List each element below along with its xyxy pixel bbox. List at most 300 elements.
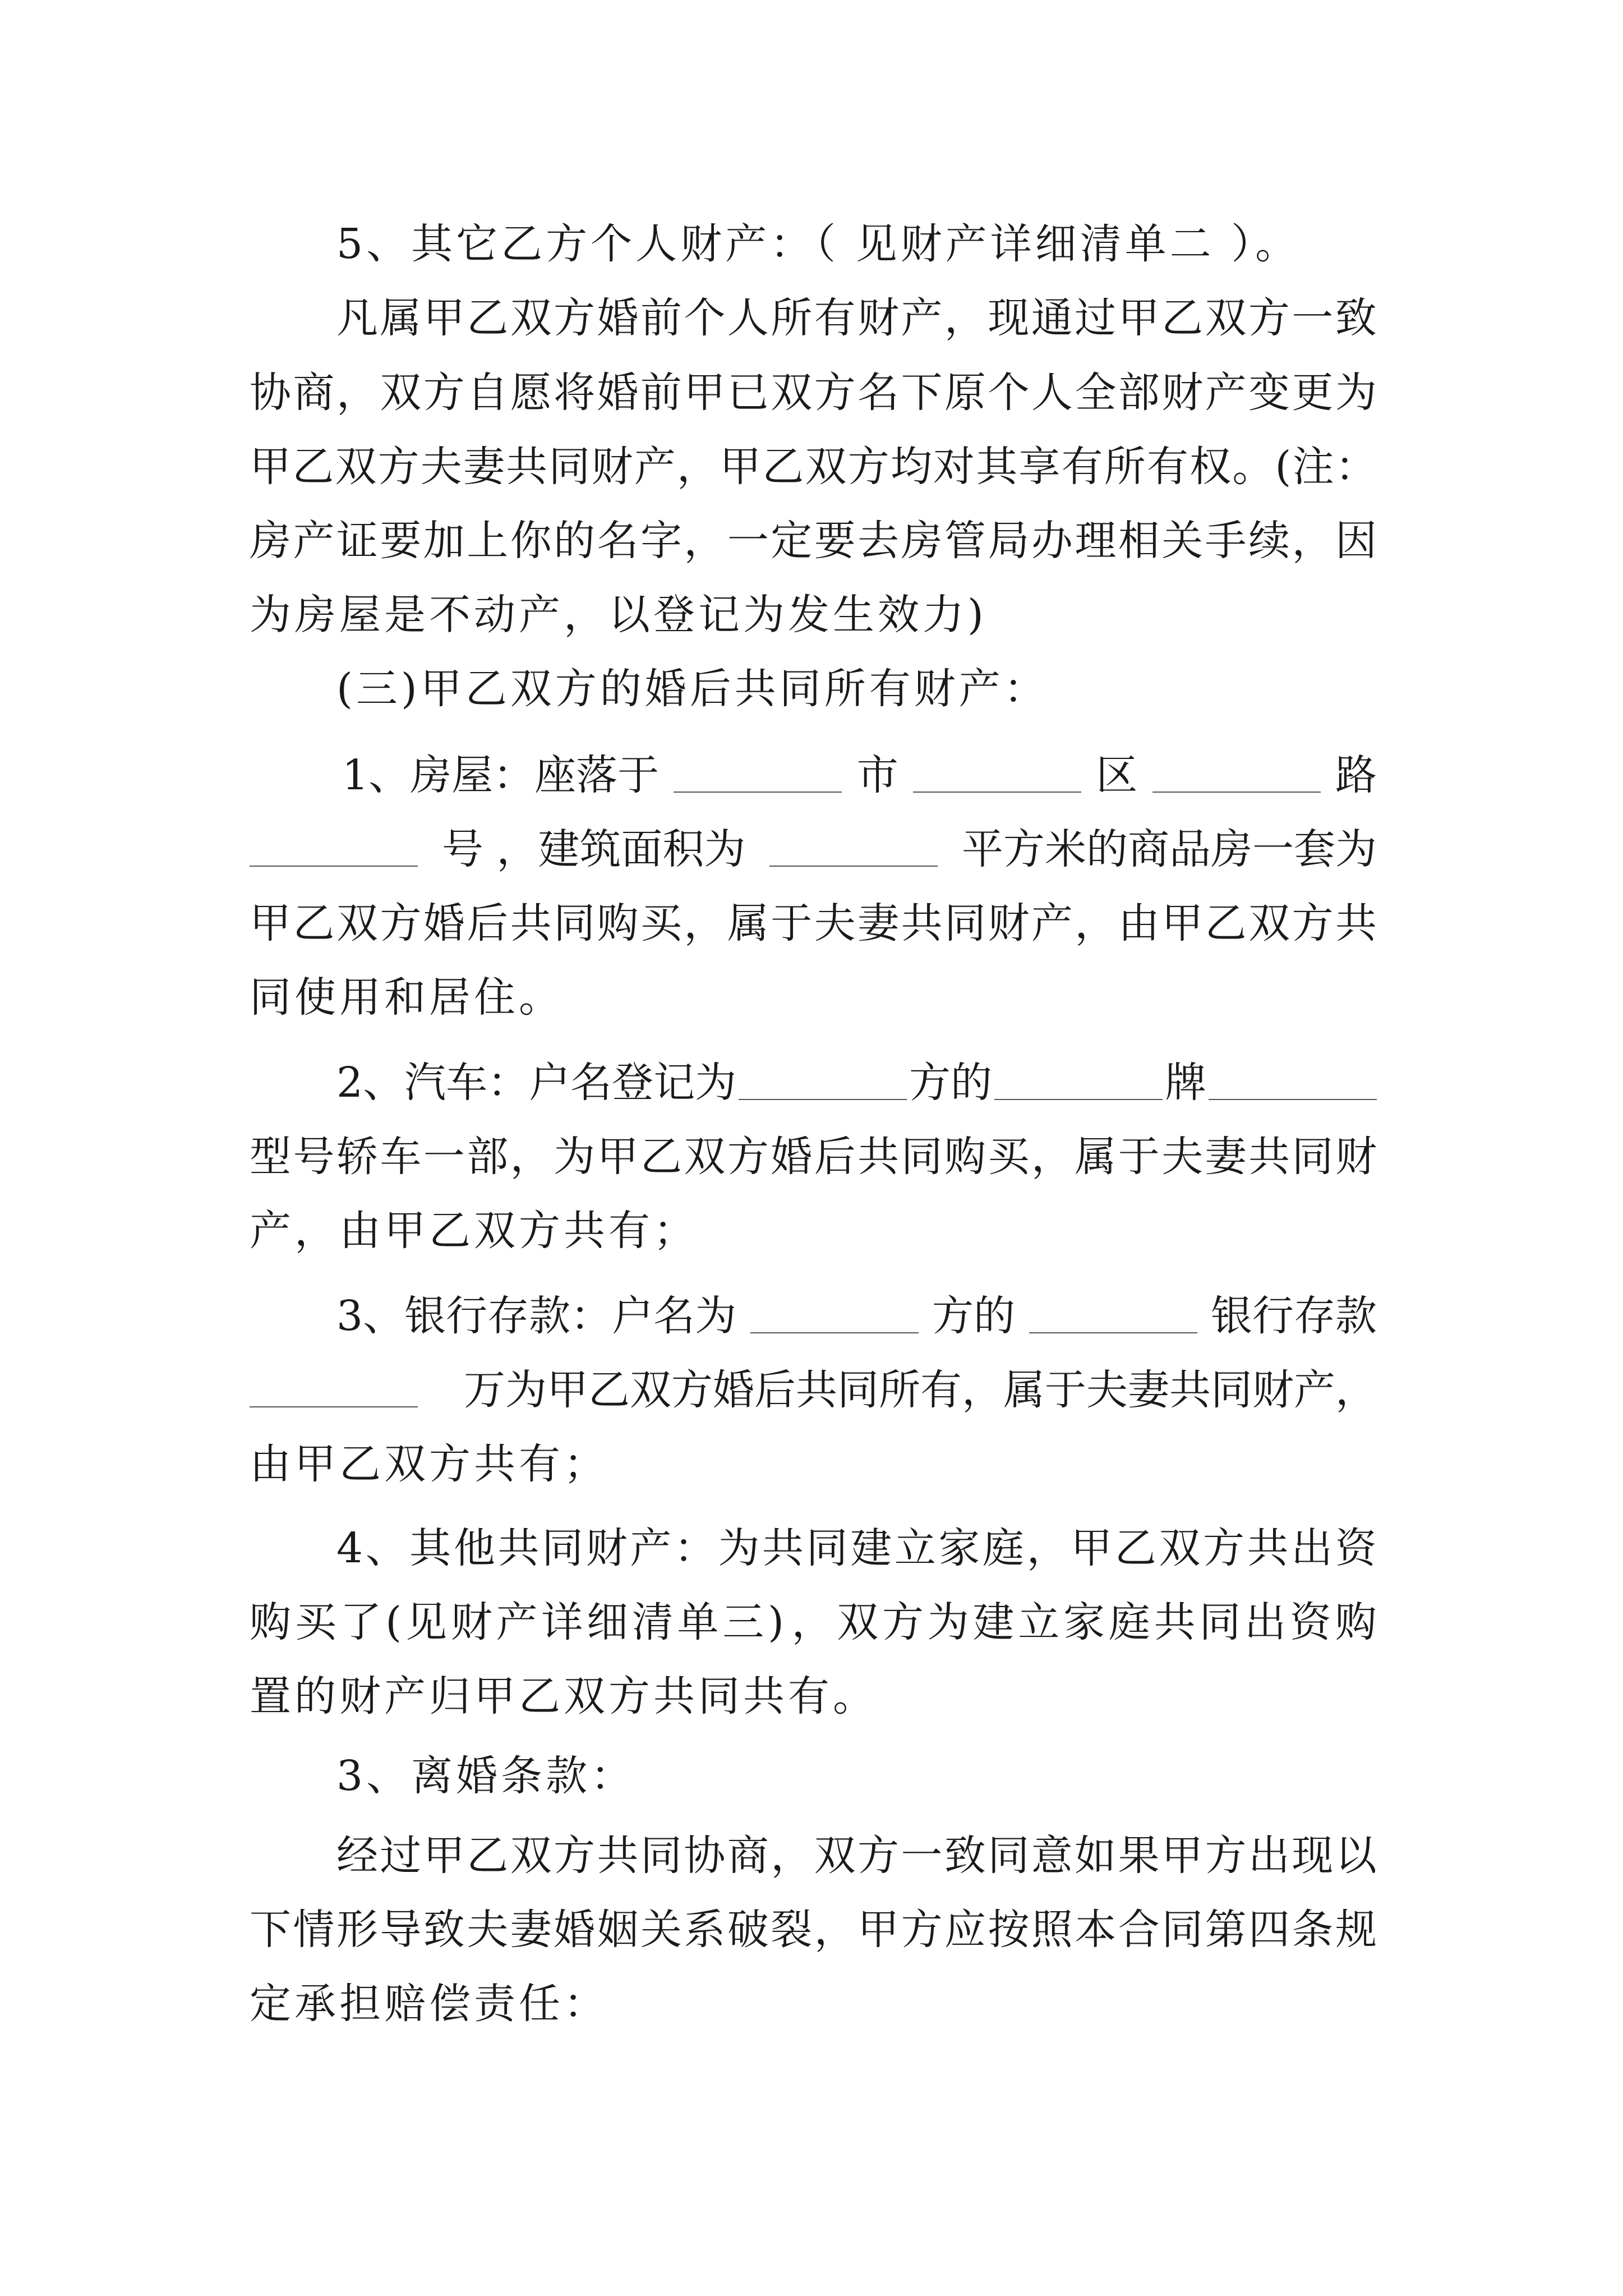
glyph: ， — [510, 1133, 552, 1181]
glyph: 出 — [1248, 1832, 1290, 1880]
glyph: 致 — [1335, 294, 1377, 342]
glyph: 双 — [684, 1133, 726, 1181]
glyph: 一 — [901, 1832, 943, 1880]
glyph: 方 — [1248, 294, 1290, 342]
text: 为房屋是不动产，以登记为发生效力) — [250, 591, 987, 639]
text: 万为甲乙双方婚后共同所有，属于夫妻共同财产， — [464, 1366, 1377, 1414]
glyph: 甲 — [250, 899, 291, 947]
glyph: 建 — [850, 1524, 892, 1572]
glyph: 为 — [1335, 369, 1377, 417]
text: 区 — [1096, 751, 1138, 799]
glyph: ： — [674, 1524, 716, 1572]
paragraph-line — [250, 501, 1377, 580]
paragraph-line — [250, 1351, 1377, 1429]
glyph: 第 — [1205, 1906, 1247, 1954]
glyph: 妻 — [1205, 1133, 1247, 1181]
glyph: 双 — [805, 443, 847, 491]
glyph: 致 — [423, 1906, 465, 1954]
glyph: 同 — [542, 1524, 584, 1572]
glyph: 部 — [467, 1133, 509, 1181]
blank-field[interactable] — [1209, 1057, 1377, 1100]
glyph: 甲 — [423, 1832, 465, 1880]
glyph: 财 — [1335, 1133, 1377, 1181]
glyph: 双 — [380, 369, 422, 417]
paragraph-line — [250, 1425, 1377, 1503]
paragraph-line — [250, 427, 1377, 506]
paragraph-line — [250, 576, 1377, 654]
text: 牌 — [1164, 1059, 1206, 1107]
glyph: 甲 — [597, 1133, 639, 1181]
glyph: 去 — [857, 517, 900, 565]
text: 同使用和居住。 — [250, 973, 564, 1022]
glyph: 同 — [988, 1832, 1030, 1880]
text: 市 — [856, 751, 898, 799]
glyph: 庭 — [983, 1524, 1024, 1572]
glyph: 双 — [335, 443, 377, 491]
glyph: 双 — [510, 294, 552, 342]
glyph: 同 — [1161, 1906, 1204, 1954]
glyph: ， — [684, 517, 726, 565]
glyph: 个 — [988, 369, 1030, 417]
glyph: 产 — [293, 517, 335, 565]
glyph: 轿 — [336, 1133, 378, 1181]
glyph: 共 — [497, 1524, 540, 1572]
glyph: 出 — [1291, 1524, 1333, 1572]
glyph: ， — [1075, 899, 1117, 947]
glyph: 其 — [976, 443, 1018, 491]
glyph: 买 — [988, 1133, 1030, 1181]
glyph: 上 — [467, 517, 509, 565]
glyph: 家 — [938, 1524, 980, 1572]
glyph: 人 — [727, 294, 769, 342]
glyph: 前 — [640, 369, 682, 417]
glyph: 个 — [684, 294, 726, 342]
glyph: 同 — [1292, 1133, 1334, 1181]
glyph: 条 — [1292, 1906, 1334, 1954]
glyph: 要 — [380, 517, 422, 565]
glyph: 同 — [944, 899, 986, 947]
glyph: 一 — [423, 1133, 465, 1181]
glyph: 。 — [1232, 443, 1274, 491]
glyph: 产 — [630, 1524, 672, 1572]
glyph: 手 — [1205, 517, 1247, 565]
glyph: 权 — [1189, 443, 1232, 491]
glyph: 你 — [510, 517, 552, 565]
glyph: ， — [676, 443, 718, 491]
glyph: 导 — [380, 1906, 422, 1954]
glyph: 共 — [1154, 1598, 1196, 1646]
glyph: 乙 — [1205, 899, 1247, 947]
glyph: 购 — [597, 899, 639, 947]
glyph: 妻 — [857, 899, 900, 947]
glyph: 于 — [1118, 1133, 1160, 1181]
glyph: ， — [684, 899, 726, 947]
glyph: 乙 — [1161, 294, 1204, 342]
glyph: 甲 — [857, 1906, 900, 1954]
glyph: 方 — [380, 899, 422, 947]
glyph: 购 — [250, 1598, 291, 1646]
glyph: 全 — [1075, 369, 1117, 417]
text: 号 ，建筑面积为 — [441, 825, 746, 873]
glyph: 下 — [901, 369, 943, 417]
glyph: 共 — [506, 443, 548, 491]
glyph: 方 — [901, 1906, 943, 1954]
glyph: 甲 — [1161, 1832, 1204, 1880]
glyph: 财 — [591, 443, 633, 491]
glyph: 属 — [727, 899, 769, 947]
glyph: 同 — [554, 899, 596, 947]
glyph: 为 — [718, 1524, 760, 1572]
glyph: 方 — [554, 294, 596, 342]
glyph: 双 — [336, 899, 378, 947]
glyph: 婚 — [554, 1906, 596, 1954]
glyph: 本 — [1075, 1906, 1117, 1954]
text: 产，由甲乙双方共有； — [250, 1207, 698, 1255]
paragraph-line — [336, 1816, 1377, 1895]
glyph: 方 — [1205, 1832, 1247, 1880]
glyph: 方 — [554, 1832, 596, 1880]
glyph: 通 — [1031, 294, 1073, 342]
glyph: ) — [768, 1598, 784, 1646]
glyph: 名 — [857, 369, 900, 417]
glyph: 方 — [847, 443, 889, 491]
glyph: 共 — [1335, 899, 1377, 947]
glyph: 甲 — [250, 443, 291, 491]
glyph: 妻 — [510, 1906, 552, 1954]
blank-field[interactable] — [739, 1057, 907, 1100]
glyph: 同 — [1199, 1598, 1241, 1646]
glyph: 按 — [988, 1906, 1030, 1954]
text: 定承担赔偿责任： — [250, 1980, 608, 2028]
glyph: 将 — [554, 369, 596, 417]
glyph: 夫 — [420, 443, 462, 491]
glyph: 办 — [1031, 517, 1073, 565]
glyph: 买 — [640, 899, 682, 947]
glyph: 破 — [727, 1906, 769, 1954]
glyph: 形 — [336, 1906, 378, 1954]
glyph: 家 — [1063, 1598, 1105, 1646]
glyph: 一 — [1292, 294, 1334, 342]
glyph: 有 — [1146, 443, 1188, 491]
text: 3、离婚条款： — [336, 1752, 636, 1800]
paragraph-line — [336, 1509, 1377, 1588]
glyph: 乙 — [467, 1832, 509, 1880]
glyph: 共 — [597, 1832, 639, 1880]
glyph: 庭 — [1108, 1598, 1150, 1646]
glyph: 方 — [882, 1598, 924, 1646]
glyph: 愿 — [510, 369, 552, 417]
blank-field[interactable] — [994, 1057, 1163, 1100]
paragraph-line — [250, 353, 1377, 432]
glyph: 证 — [336, 517, 378, 565]
glyph: 双 — [1205, 294, 1247, 342]
text: 1、房屋：座落于 — [342, 751, 660, 799]
glyph: 人 — [1031, 369, 1073, 417]
glyph: 其 — [409, 1524, 451, 1572]
text: 由甲乙双方共有； — [250, 1440, 608, 1488]
glyph: 同 — [640, 1832, 682, 1880]
glyph: 夫 — [1161, 1133, 1204, 1181]
glyph: 甲 — [684, 369, 726, 417]
glyph: 部 — [1118, 369, 1160, 417]
glyph: 财 — [450, 1598, 492, 1646]
glyph: 双 — [771, 369, 813, 417]
text: 方的 — [909, 1059, 993, 1107]
glyph: 更 — [1292, 369, 1334, 417]
glyph: 系 — [684, 1906, 726, 1954]
glyph: 理 — [1075, 517, 1117, 565]
glyph: ( — [385, 1598, 402, 1646]
section-heading — [336, 1737, 1377, 1815]
glyph: 商 — [293, 369, 335, 417]
glyph: 商 — [727, 1832, 769, 1880]
glyph: 的 — [554, 517, 596, 565]
glyph: 照 — [1031, 1906, 1073, 1954]
glyph: 乙 — [1114, 1524, 1156, 1572]
glyph: 方 — [377, 443, 419, 491]
glyph: 关 — [640, 1906, 682, 1954]
glyph: 号 — [293, 1133, 335, 1181]
glyph: 属 — [380, 294, 422, 342]
glyph: 立 — [1018, 1598, 1060, 1646]
glyph: 乙 — [293, 899, 335, 947]
glyph: 所 — [1104, 443, 1146, 491]
glyph: ( — [1275, 443, 1292, 491]
glyph: 婚 — [597, 369, 639, 417]
glyph: 甲 — [1161, 899, 1204, 947]
glyph: 意 — [1031, 1832, 1073, 1880]
glyph: 四 — [1248, 1906, 1290, 1954]
glyph: 细 — [587, 1598, 628, 1646]
glyph: 甲 — [1118, 294, 1160, 342]
glyph: 双 — [837, 1598, 879, 1646]
text: 3、银行存款：户名为 — [336, 1292, 737, 1340]
glyph: 原 — [944, 369, 986, 417]
glyph: 共 — [762, 1524, 804, 1572]
glyph: 情 — [293, 1906, 335, 1954]
glyph: 产 — [634, 443, 676, 491]
text: 平方米的商品房一套为 — [961, 825, 1377, 873]
glyph: 自 — [467, 369, 509, 417]
glyph: 所 — [771, 294, 813, 342]
glyph: 买 — [294, 1598, 336, 1646]
glyph: 有 — [1061, 443, 1103, 491]
glyph: ， — [336, 369, 378, 417]
glyph: 方 — [814, 369, 856, 417]
glyph: ， — [771, 1832, 813, 1880]
glyph: 甲 — [1071, 1524, 1113, 1572]
text: (三)甲乙双方的婚后共同所有财产： — [336, 665, 1049, 713]
glyph: 详 — [541, 1598, 583, 1646]
glyph: 共 — [510, 899, 552, 947]
paragraph-line — [336, 1277, 1377, 1355]
text: 路 — [1335, 751, 1377, 799]
paragraph-line — [250, 1117, 1377, 1196]
paragraph-line — [250, 810, 1377, 889]
glyph: 规 — [1335, 1906, 1377, 1954]
glyph: 由 — [1118, 899, 1160, 947]
text: 方的 — [932, 1292, 1016, 1340]
paragraph-line — [250, 1583, 1377, 1662]
glyph: 过 — [380, 1832, 422, 1880]
glyph: 均 — [890, 443, 932, 491]
glyph: 购 — [944, 1133, 986, 1181]
glyph: 裂 — [771, 1906, 813, 1954]
glyph: 双 — [1159, 1524, 1201, 1572]
glyph: 合 — [1118, 1906, 1160, 1954]
glyph: 产 — [1031, 899, 1073, 947]
glyph: 现 — [988, 294, 1030, 342]
glyph: 属 — [1075, 1133, 1117, 1181]
glyph: 下 — [250, 1906, 291, 1954]
glyph: 前 — [640, 294, 682, 342]
glyph: 字 — [640, 517, 682, 565]
glyph: 产 — [1205, 369, 1247, 417]
glyph: 加 — [423, 517, 465, 565]
glyph: 共 — [857, 1133, 900, 1181]
glyph: 甲 — [720, 443, 762, 491]
glyph: 方 — [857, 1832, 900, 1880]
glyph: 双 — [510, 1832, 552, 1880]
paragraph-line — [250, 1964, 1377, 2043]
glyph: 乙 — [292, 443, 334, 491]
glyph: 出 — [1244, 1598, 1287, 1646]
glyph: 婚 — [771, 1133, 813, 1181]
glyph: 注 — [1292, 443, 1334, 491]
blank-field[interactable] — [250, 824, 418, 867]
glyph: 同 — [806, 1524, 848, 1572]
paragraph-line — [250, 958, 1377, 1037]
paragraph-line — [250, 1657, 1377, 1736]
glyph: 为 — [554, 1133, 596, 1181]
glyph: 资 — [1335, 1524, 1377, 1572]
glyph: 夫 — [814, 899, 856, 947]
glyph: 了 — [340, 1598, 382, 1646]
glyph: 后 — [467, 899, 509, 947]
glyph: 已 — [727, 369, 769, 417]
glyph: 夫 — [467, 1906, 509, 1954]
glyph: ， — [814, 1906, 856, 1954]
glyph: ， — [1026, 1524, 1068, 1572]
blank-field[interactable] — [913, 750, 1081, 793]
glyph: 4 — [336, 1524, 363, 1572]
glyph: 变 — [1248, 369, 1290, 417]
glyph: 以 — [1335, 1832, 1377, 1880]
glyph: 双 — [814, 1832, 856, 1880]
blank-field[interactable] — [750, 1291, 919, 1333]
glyph: 婚 — [597, 294, 639, 342]
glyph: 应 — [944, 1906, 986, 1954]
glyph: 乙 — [640, 1133, 682, 1181]
glyph: 购 — [1335, 1598, 1377, 1646]
glyph: 立 — [894, 1524, 936, 1572]
glyph: ： — [1335, 443, 1377, 491]
glyph: 车 — [380, 1133, 422, 1181]
glyph: 为 — [927, 1598, 969, 1646]
glyph: ， — [791, 1598, 833, 1646]
glyph: 关 — [1161, 517, 1204, 565]
glyph: 果 — [1118, 1832, 1160, 1880]
glyph: 协 — [250, 369, 291, 417]
glyph: 同 — [548, 443, 591, 491]
blank-field[interactable] — [1152, 750, 1321, 793]
blank-field[interactable] — [1029, 1291, 1197, 1333]
glyph: 建 — [972, 1598, 1015, 1646]
glyph: 双 — [1248, 899, 1290, 947]
paragraph-line — [250, 884, 1377, 963]
paragraph-line — [336, 279, 1377, 357]
glyph: 方 — [727, 1133, 769, 1181]
glyph: ， — [1031, 1133, 1073, 1181]
glyph: 相 — [1118, 517, 1160, 565]
glyph: 共 — [1248, 1133, 1290, 1181]
glyph: 凡 — [336, 294, 378, 342]
glyph: 房 — [250, 517, 291, 565]
glyph: 他 — [453, 1524, 495, 1572]
glyph: 致 — [944, 1832, 986, 1880]
glyph: 三 — [722, 1598, 764, 1646]
glyph: 于 — [771, 899, 813, 947]
glyph: 共 — [1247, 1524, 1289, 1572]
paragraph-line — [342, 736, 1377, 815]
glyph: 对 — [933, 443, 975, 491]
blank-field[interactable] — [250, 1365, 418, 1407]
glyph: 有 — [814, 294, 856, 342]
text: 置的财产归甲乙双方共同共有。 — [250, 1672, 878, 1720]
glyph: 型 — [250, 1133, 291, 1181]
glyph: 产 — [496, 1598, 538, 1646]
glyph: 共 — [901, 899, 943, 947]
glyph: 姻 — [597, 1906, 639, 1954]
glyph: 、 — [365, 1524, 407, 1572]
glyph: 财 — [585, 1524, 628, 1572]
blank-field[interactable] — [674, 750, 842, 793]
glyph: 方 — [423, 369, 465, 417]
text: 银行存款 — [1210, 1292, 1377, 1340]
glyph: 产 — [901, 294, 943, 342]
glyph: 妻 — [463, 443, 505, 491]
paragraph-line — [336, 1043, 1377, 1122]
glyph: 房 — [901, 517, 943, 565]
glyph: 财 — [857, 294, 900, 342]
blank-field[interactable] — [769, 824, 938, 867]
glyph: 婚 — [423, 899, 465, 947]
glyph: 如 — [1075, 1832, 1117, 1880]
text: 2、汽车：户名登记为 — [336, 1059, 737, 1107]
glyph: 过 — [1075, 294, 1117, 342]
glyph: 享 — [1018, 443, 1061, 491]
glyph: 经 — [336, 1832, 378, 1880]
glyph: 清 — [631, 1598, 674, 1646]
glyph: 协 — [684, 1832, 726, 1880]
glyph: ， — [1292, 517, 1334, 565]
glyph: 方 — [1202, 1524, 1244, 1572]
glyph: 一 — [727, 517, 769, 565]
glyph: 续 — [1248, 517, 1290, 565]
glyph: 要 — [814, 517, 856, 565]
paragraph-line — [250, 1890, 1377, 1969]
glyph: 管 — [944, 517, 986, 565]
section-heading — [336, 650, 1377, 728]
glyph: 单 — [677, 1598, 719, 1646]
glyph: 同 — [901, 1133, 943, 1181]
glyph: 资 — [1289, 1598, 1331, 1646]
glyph: 局 — [988, 517, 1030, 565]
glyph: 乙 — [762, 443, 804, 491]
glyph: 见 — [405, 1598, 447, 1646]
paragraph-line — [250, 1191, 1377, 1270]
glyph: 方 — [1292, 899, 1334, 947]
